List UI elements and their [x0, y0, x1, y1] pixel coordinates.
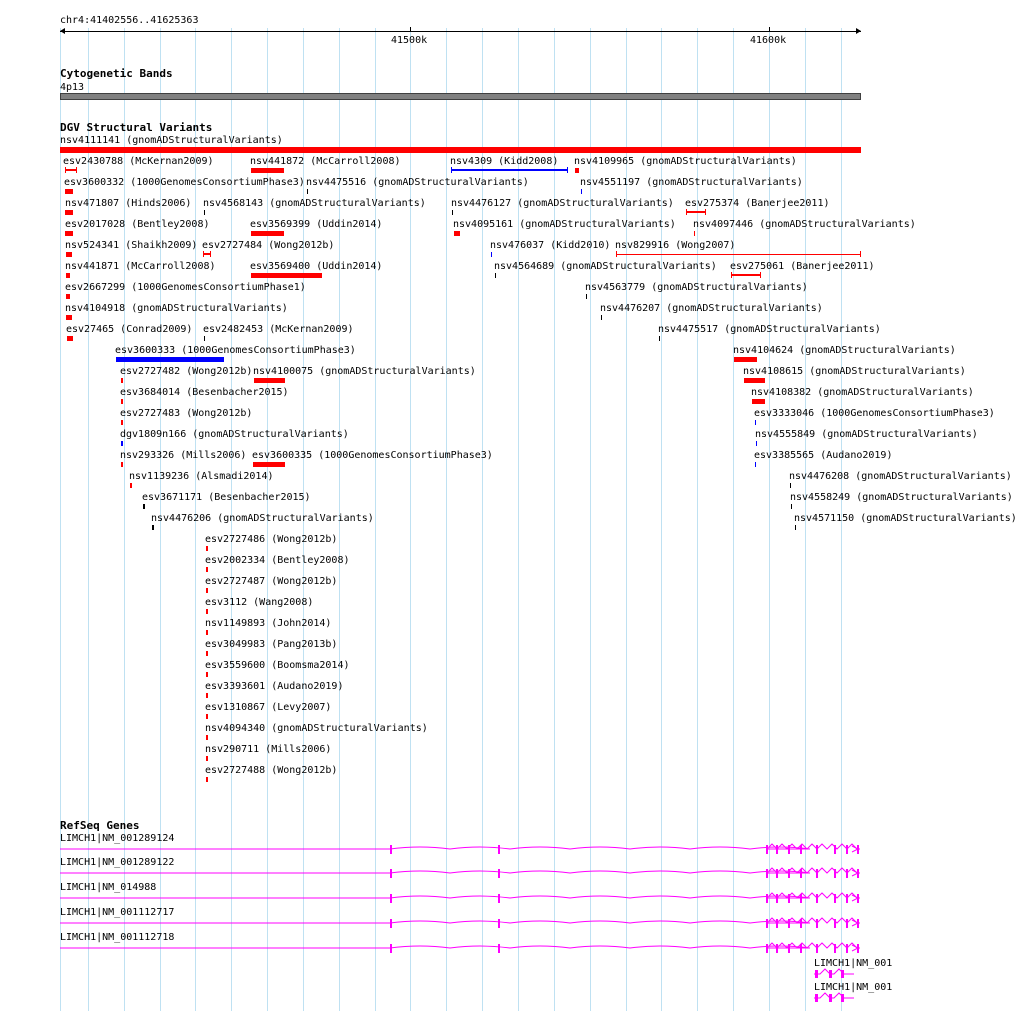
variant-bar[interactable] — [755, 462, 756, 467]
intron-line — [814, 993, 854, 998]
variant-bar[interactable] — [67, 336, 73, 341]
variant-bar[interactable] — [694, 231, 695, 236]
variant-bar[interactable] — [66, 273, 70, 278]
exon-block[interactable] — [498, 845, 500, 854]
variant-label[interactable]: esv2482453 (McKernan2009) — [203, 324, 354, 335]
exon-block[interactable] — [498, 869, 500, 878]
variant-label[interactable]: nsv1139236 (Alsmadi2014) — [129, 471, 274, 482]
variant-bar[interactable] — [121, 399, 123, 404]
variant-label[interactable]: nsv4109965 (gnomADStructuralVariants) — [574, 156, 797, 167]
variant-label[interactable]: esv27465 (Conrad2009) — [66, 324, 193, 335]
variant-bar[interactable] — [734, 357, 757, 362]
variant-bar[interactable] — [251, 231, 284, 236]
variant-label[interactable]: nsv4097446 (gnomADStructuralVariants) — [693, 219, 916, 230]
variant-bar-cap — [567, 167, 568, 173]
variant-label[interactable]: esv275374 (Banerjee2011) — [685, 198, 830, 209]
variant-bar[interactable] — [601, 315, 602, 320]
variant-label[interactable]: nsv4476206 (gnomADStructuralVariants) — [151, 513, 374, 524]
variant-bar[interactable] — [206, 546, 208, 551]
exon-block[interactable] — [846, 894, 848, 903]
variant-label[interactable]: nsv290711 (Mills2006) — [205, 744, 332, 755]
ruler-tick-label: 41500k — [391, 35, 428, 46]
gene-model[interactable] — [814, 967, 862, 981]
variant-bar[interactable] — [586, 294, 587, 299]
variant-label[interactable]: esv275061 (Banerjee2011) — [730, 261, 875, 272]
exon-block[interactable] — [800, 869, 802, 878]
variant-label[interactable]: nsv4571150 (gnomADStructuralVariants) — [794, 513, 1017, 524]
variant-label[interactable]: nsv441871 (McCarroll2008) — [65, 261, 216, 272]
variant-bar[interactable] — [686, 211, 706, 213]
variant-label[interactable]: esv3684014 (Besenbacher2015) — [120, 387, 289, 398]
exon-block[interactable] — [390, 894, 392, 903]
variant-bar-cap — [760, 272, 761, 278]
grid-line — [733, 28, 734, 1011]
exon-block[interactable] — [776, 845, 778, 854]
exon-block[interactable] — [788, 869, 790, 878]
variant-label[interactable]: nsv4475516 (gnomADStructuralVariants) — [306, 177, 529, 188]
variant-bar[interactable] — [130, 483, 132, 488]
variant-bar[interactable] — [253, 462, 285, 467]
grid-line — [446, 28, 447, 1011]
variant-bar[interactable] — [659, 336, 660, 341]
variant-label[interactable]: esv2430788 (McKernan2009) — [63, 156, 214, 167]
ruler-tick-label: 41600k — [750, 35, 787, 46]
variant-label[interactable]: esv1310867 (Levy2007) — [205, 702, 332, 713]
variant-bar[interactable] — [254, 378, 285, 383]
exon-block[interactable] — [776, 919, 778, 928]
intron-line — [60, 868, 860, 873]
exon-block[interactable] — [390, 845, 392, 854]
grid-line — [626, 28, 627, 1011]
variant-label[interactable]: esv3112 (Wang2008) — [205, 597, 314, 608]
variant-bar[interactable] — [206, 756, 208, 761]
variant-label[interactable]: esv2727484 (Wong2012b) — [202, 240, 335, 251]
exon-block[interactable] — [390, 869, 392, 878]
variant-bar-cap — [731, 272, 732, 278]
variant-bar-cap — [203, 251, 204, 257]
variant-bar-cap — [860, 251, 861, 257]
variant-bar-cap — [76, 167, 77, 173]
grid-line — [518, 28, 519, 1011]
variant-bar[interactable] — [451, 169, 568, 171]
exon-block[interactable] — [816, 944, 818, 953]
variant-label[interactable]: esv3671171 (Besenbacher2015) — [142, 492, 311, 503]
variant-label[interactable]: nsv4309 (Kidd2008) — [450, 156, 559, 167]
variant-label[interactable]: nsv293326 (Mills2006) — [120, 450, 247, 461]
variant-label[interactable]: esv3385565 (Audano2019) — [754, 450, 893, 461]
exon-block[interactable] — [776, 944, 778, 953]
variant-bar-cap — [451, 167, 452, 173]
variant-bar[interactable] — [752, 399, 765, 404]
gene-model[interactable] — [60, 842, 862, 856]
variant-label[interactable]: esv2002334 (Bentley2008) — [205, 555, 350, 566]
variant-bar[interactable] — [121, 462, 123, 467]
variant-bar[interactable] — [791, 504, 792, 509]
variant-bar[interactable] — [206, 651, 208, 656]
cytoband-4p13[interactable] — [60, 93, 861, 100]
variant-bar[interactable] — [731, 274, 761, 276]
variant-label[interactable]: esv3600332 (1000GenomesConsortiumPhase3) — [64, 177, 305, 188]
variant-label[interactable]: nsv4558249 (gnomADStructuralVariants) — [790, 492, 1013, 503]
variant-bar[interactable] — [60, 147, 861, 153]
cytoband-label: 4p13 — [60, 82, 85, 93]
variant-bar[interactable] — [206, 714, 208, 719]
cytoband-track-title: Cytogenetic Bands — [60, 67, 173, 80]
variant-label[interactable]: esv3049983 (Pang2013b) — [205, 639, 338, 650]
exon-block[interactable] — [846, 869, 848, 878]
variant-label[interactable]: esv2667299 (1000GenomesConsortiumPhase1) — [65, 282, 306, 293]
grid-line — [554, 28, 555, 1011]
variant-label[interactable]: esv3600335 (1000GenomesConsortiumPhase3) — [252, 450, 493, 461]
exon-block[interactable] — [829, 970, 832, 978]
grid-line — [769, 28, 770, 1011]
transcript-label[interactable]: LIMCH1|NM_001289122 — [60, 857, 175, 868]
intron-line — [814, 969, 854, 974]
variant-label[interactable]: esv2727483 (Wong2012b) — [120, 408, 253, 419]
variant-label[interactable]: nsv4476207 (gnomADStructuralVariants) — [600, 303, 823, 314]
variant-label[interactable]: nsv524341 (Shaikh2009) — [65, 240, 198, 251]
variant-label[interactable]: dgv1809n166 (gnomADStructuralVariants) — [120, 429, 349, 440]
variant-label[interactable]: nsv4104918 (gnomADStructuralVariants) — [65, 303, 288, 314]
exon-block[interactable] — [815, 970, 818, 978]
ruler-left-arrow-icon[interactable] — [60, 28, 65, 34]
variant-bar-cap — [705, 209, 706, 215]
variant-label[interactable]: nsv4100075 (gnomADStructuralVariants) — [253, 366, 476, 377]
variant-label[interactable]: nsv4551197 (gnomADStructuralVariants) — [580, 177, 803, 188]
variant-bar[interactable] — [206, 693, 208, 698]
exon-block[interactable] — [498, 894, 500, 903]
grid-line — [482, 28, 483, 1011]
transcript-label[interactable]: LIMCH1|NM_001112718 — [60, 932, 175, 943]
transcript-label[interactable]: LIMCH1|NM_001 — [814, 982, 893, 993]
variant-bar[interactable] — [454, 231, 460, 236]
exon-block[interactable] — [816, 845, 818, 854]
variant-bar[interactable] — [206, 609, 208, 614]
variant-bar[interactable] — [116, 357, 224, 362]
intron-line — [60, 844, 860, 849]
variant-bar[interactable] — [251, 273, 322, 278]
gene-model[interactable] — [814, 991, 862, 1005]
variant-bar[interactable] — [616, 254, 861, 255]
variant-bar[interactable] — [65, 231, 73, 236]
exon-block[interactable] — [834, 944, 836, 953]
variant-bar[interactable] — [121, 378, 123, 383]
variant-label[interactable]: esv2727487 (Wong2012b) — [205, 576, 338, 587]
variant-bar[interactable] — [251, 168, 284, 173]
variant-bar[interactable] — [795, 525, 796, 530]
variant-label[interactable]: esv2727488 (Wong2012b) — [205, 765, 338, 776]
variant-label[interactable]: nsv4564689 (gnomADStructuralVariants) — [494, 261, 717, 272]
variant-label[interactable]: esv2017028 (Bentley2008) — [65, 219, 210, 230]
variant-label[interactable]: esv3559600 (Boomsma2014) — [205, 660, 350, 671]
variant-bar[interactable] — [204, 210, 205, 215]
variant-bar[interactable] — [66, 315, 72, 320]
exon-block[interactable] — [800, 845, 802, 854]
variant-bar[interactable] — [452, 210, 453, 215]
variant-bar-cap — [686, 209, 687, 215]
exon-block[interactable] — [788, 944, 790, 953]
variant-label[interactable]: nsv4108382 (gnomADStructuralVariants) — [751, 387, 974, 398]
variant-label[interactable]: esv3569399 (Uddin2014) — [250, 219, 383, 230]
variant-bar[interactable] — [495, 273, 496, 278]
exon-block[interactable] — [498, 944, 500, 953]
transcript-label[interactable]: LIMCH1|NM_014988 — [60, 882, 157, 893]
exon-block[interactable] — [766, 869, 768, 878]
exon-block[interactable] — [766, 944, 768, 953]
exon-block[interactable] — [776, 869, 778, 878]
intron-line — [60, 918, 860, 923]
variant-label[interactable]: esv3569400 (Uddin2014) — [250, 261, 383, 272]
variant-bar[interactable] — [491, 252, 492, 257]
variant-bar[interactable] — [66, 294, 70, 299]
exon-block[interactable] — [815, 994, 818, 1002]
exon-block[interactable] — [766, 919, 768, 928]
exon-block[interactable] — [834, 919, 836, 928]
exon-block[interactable] — [766, 845, 768, 854]
variant-label[interactable]: nsv4095161 (gnomADStructuralVariants) — [453, 219, 676, 230]
gene-model[interactable] — [60, 866, 862, 880]
variant-bar-cap — [65, 167, 66, 173]
intron-line — [60, 893, 860, 898]
variant-label[interactable]: nsv441872 (McCarroll2008) — [250, 156, 401, 167]
variant-bar[interactable] — [307, 189, 308, 194]
exon-block[interactable] — [834, 869, 836, 878]
variant-bar-cap — [210, 251, 211, 257]
ruler-location: chr4:41402556..41625363 — [60, 15, 199, 26]
variant-bar[interactable] — [575, 168, 579, 173]
exon-block[interactable] — [766, 894, 768, 903]
grid-line — [661, 28, 662, 1011]
variant-bar[interactable] — [206, 735, 208, 740]
variant-label[interactable]: nsv471807 (Hinds2006) — [65, 198, 192, 209]
variant-bar[interactable] — [152, 525, 154, 530]
exon-block[interactable] — [800, 944, 802, 953]
variant-bar[interactable] — [206, 567, 208, 572]
exon-block[interactable] — [816, 869, 818, 878]
variant-bar[interactable] — [121, 441, 123, 446]
exon-block[interactable] — [829, 994, 832, 1002]
variant-bar[interactable] — [755, 420, 756, 425]
variant-bar[interactable] — [143, 504, 145, 509]
dgv-track-title: DGV Structural Variants — [60, 121, 213, 134]
variant-bar[interactable] — [790, 483, 791, 488]
variant-label[interactable]: nsv829916 (Wong2007) — [615, 240, 736, 251]
variant-bar[interactable] — [206, 630, 208, 635]
variant-label[interactable]: esv3393601 (Audano2019) — [205, 681, 344, 692]
exon-block[interactable] — [390, 919, 392, 928]
grid-line — [697, 28, 698, 1011]
intron-line — [60, 943, 860, 948]
grid-line — [410, 28, 411, 1011]
exon-block[interactable] — [816, 919, 818, 928]
variant-bar[interactable] — [66, 252, 72, 257]
variant-label[interactable]: nsv4563779 (gnomADStructuralVariants) — [585, 282, 808, 293]
variant-bar[interactable] — [756, 441, 757, 446]
variant-bar[interactable] — [206, 588, 208, 593]
exon-block[interactable] — [788, 894, 790, 903]
ruler-axis — [60, 31, 861, 32]
exon-block[interactable] — [834, 894, 836, 903]
exon-block[interactable] — [498, 919, 500, 928]
exon-block[interactable] — [846, 919, 848, 928]
variant-label[interactable]: nsv1149893 (John2014) — [205, 618, 332, 629]
variant-label[interactable]: nsv4104624 (gnomADStructuralVariants) — [733, 345, 956, 356]
gene-model[interactable] — [60, 916, 862, 930]
exon-block[interactable] — [390, 944, 392, 953]
variant-bar[interactable] — [206, 672, 208, 677]
ruler-tick — [769, 27, 770, 31]
variant-label[interactable]: nsv4476127 (gnomADStructuralVariants) — [451, 198, 674, 209]
grid-line — [590, 28, 591, 1011]
transcript-label[interactable]: LIMCH1|NM_001112717 — [60, 907, 175, 918]
variant-bar[interactable] — [121, 420, 123, 425]
variant-bar[interactable] — [206, 777, 208, 782]
variant-bar[interactable] — [65, 189, 73, 194]
exon-block[interactable] — [841, 994, 844, 1002]
variant-label[interactable]: nsv4475517 (gnomADStructuralVariants) — [658, 324, 881, 335]
variant-label[interactable]: esv3333046 (1000GenomesConsortiumPhase3) — [754, 408, 995, 419]
variant-label[interactable]: nsv476037 (Kidd2010) — [490, 240, 611, 251]
exon-block[interactable] — [800, 894, 802, 903]
exon-block[interactable] — [846, 944, 848, 953]
grid-line — [375, 28, 376, 1011]
gene-model[interactable] — [60, 891, 862, 905]
exon-block[interactable] — [788, 919, 790, 928]
variant-label[interactable]: esv3600333 (1000GenomesConsortiumPhase3) — [115, 345, 356, 356]
variant-bar[interactable] — [65, 210, 73, 215]
variant-label[interactable]: nsv4568143 (gnomADStructuralVariants) — [203, 198, 426, 209]
transcript-label[interactable]: LIMCH1|NM_001289124 — [60, 833, 175, 844]
ruler-tick — [410, 27, 411, 31]
exon-block[interactable] — [841, 970, 844, 978]
variant-label[interactable]: nsv4094340 (gnomADStructuralVariants) — [205, 723, 428, 734]
refseq-track-title: RefSeq Genes — [60, 819, 140, 832]
gene-model[interactable] — [60, 941, 862, 955]
transcript-label[interactable]: LIMCH1|NM_001 — [814, 958, 893, 969]
variant-label[interactable]: nsv4555849 (gnomADStructuralVariants) — [755, 429, 978, 440]
variant-label[interactable]: esv2727486 (Wong2012b) — [205, 534, 338, 545]
exon-block[interactable] — [846, 845, 848, 854]
variant-label[interactable]: nsv4476208 (gnomADStructuralVariants) — [789, 471, 1012, 482]
exon-block[interactable] — [834, 845, 836, 854]
variant-bar-cap — [616, 251, 617, 257]
variant-label[interactable]: esv2727482 (Wong2012b) — [120, 366, 253, 377]
variant-bar[interactable] — [744, 378, 765, 383]
exon-block[interactable] — [800, 919, 802, 928]
exon-block[interactable] — [776, 894, 778, 903]
variant-bar[interactable] — [204, 336, 205, 341]
variant-label[interactable]: nsv4108615 (gnomADStructuralVariants) — [743, 366, 966, 377]
exon-block[interactable] — [816, 894, 818, 903]
exon-block[interactable] — [788, 845, 790, 854]
variant-bar[interactable] — [581, 189, 582, 194]
variant-label[interactable]: nsv4111141 (gnomADStructuralVariants) — [60, 135, 283, 146]
ruler-right-arrow-icon[interactable] — [856, 28, 861, 34]
